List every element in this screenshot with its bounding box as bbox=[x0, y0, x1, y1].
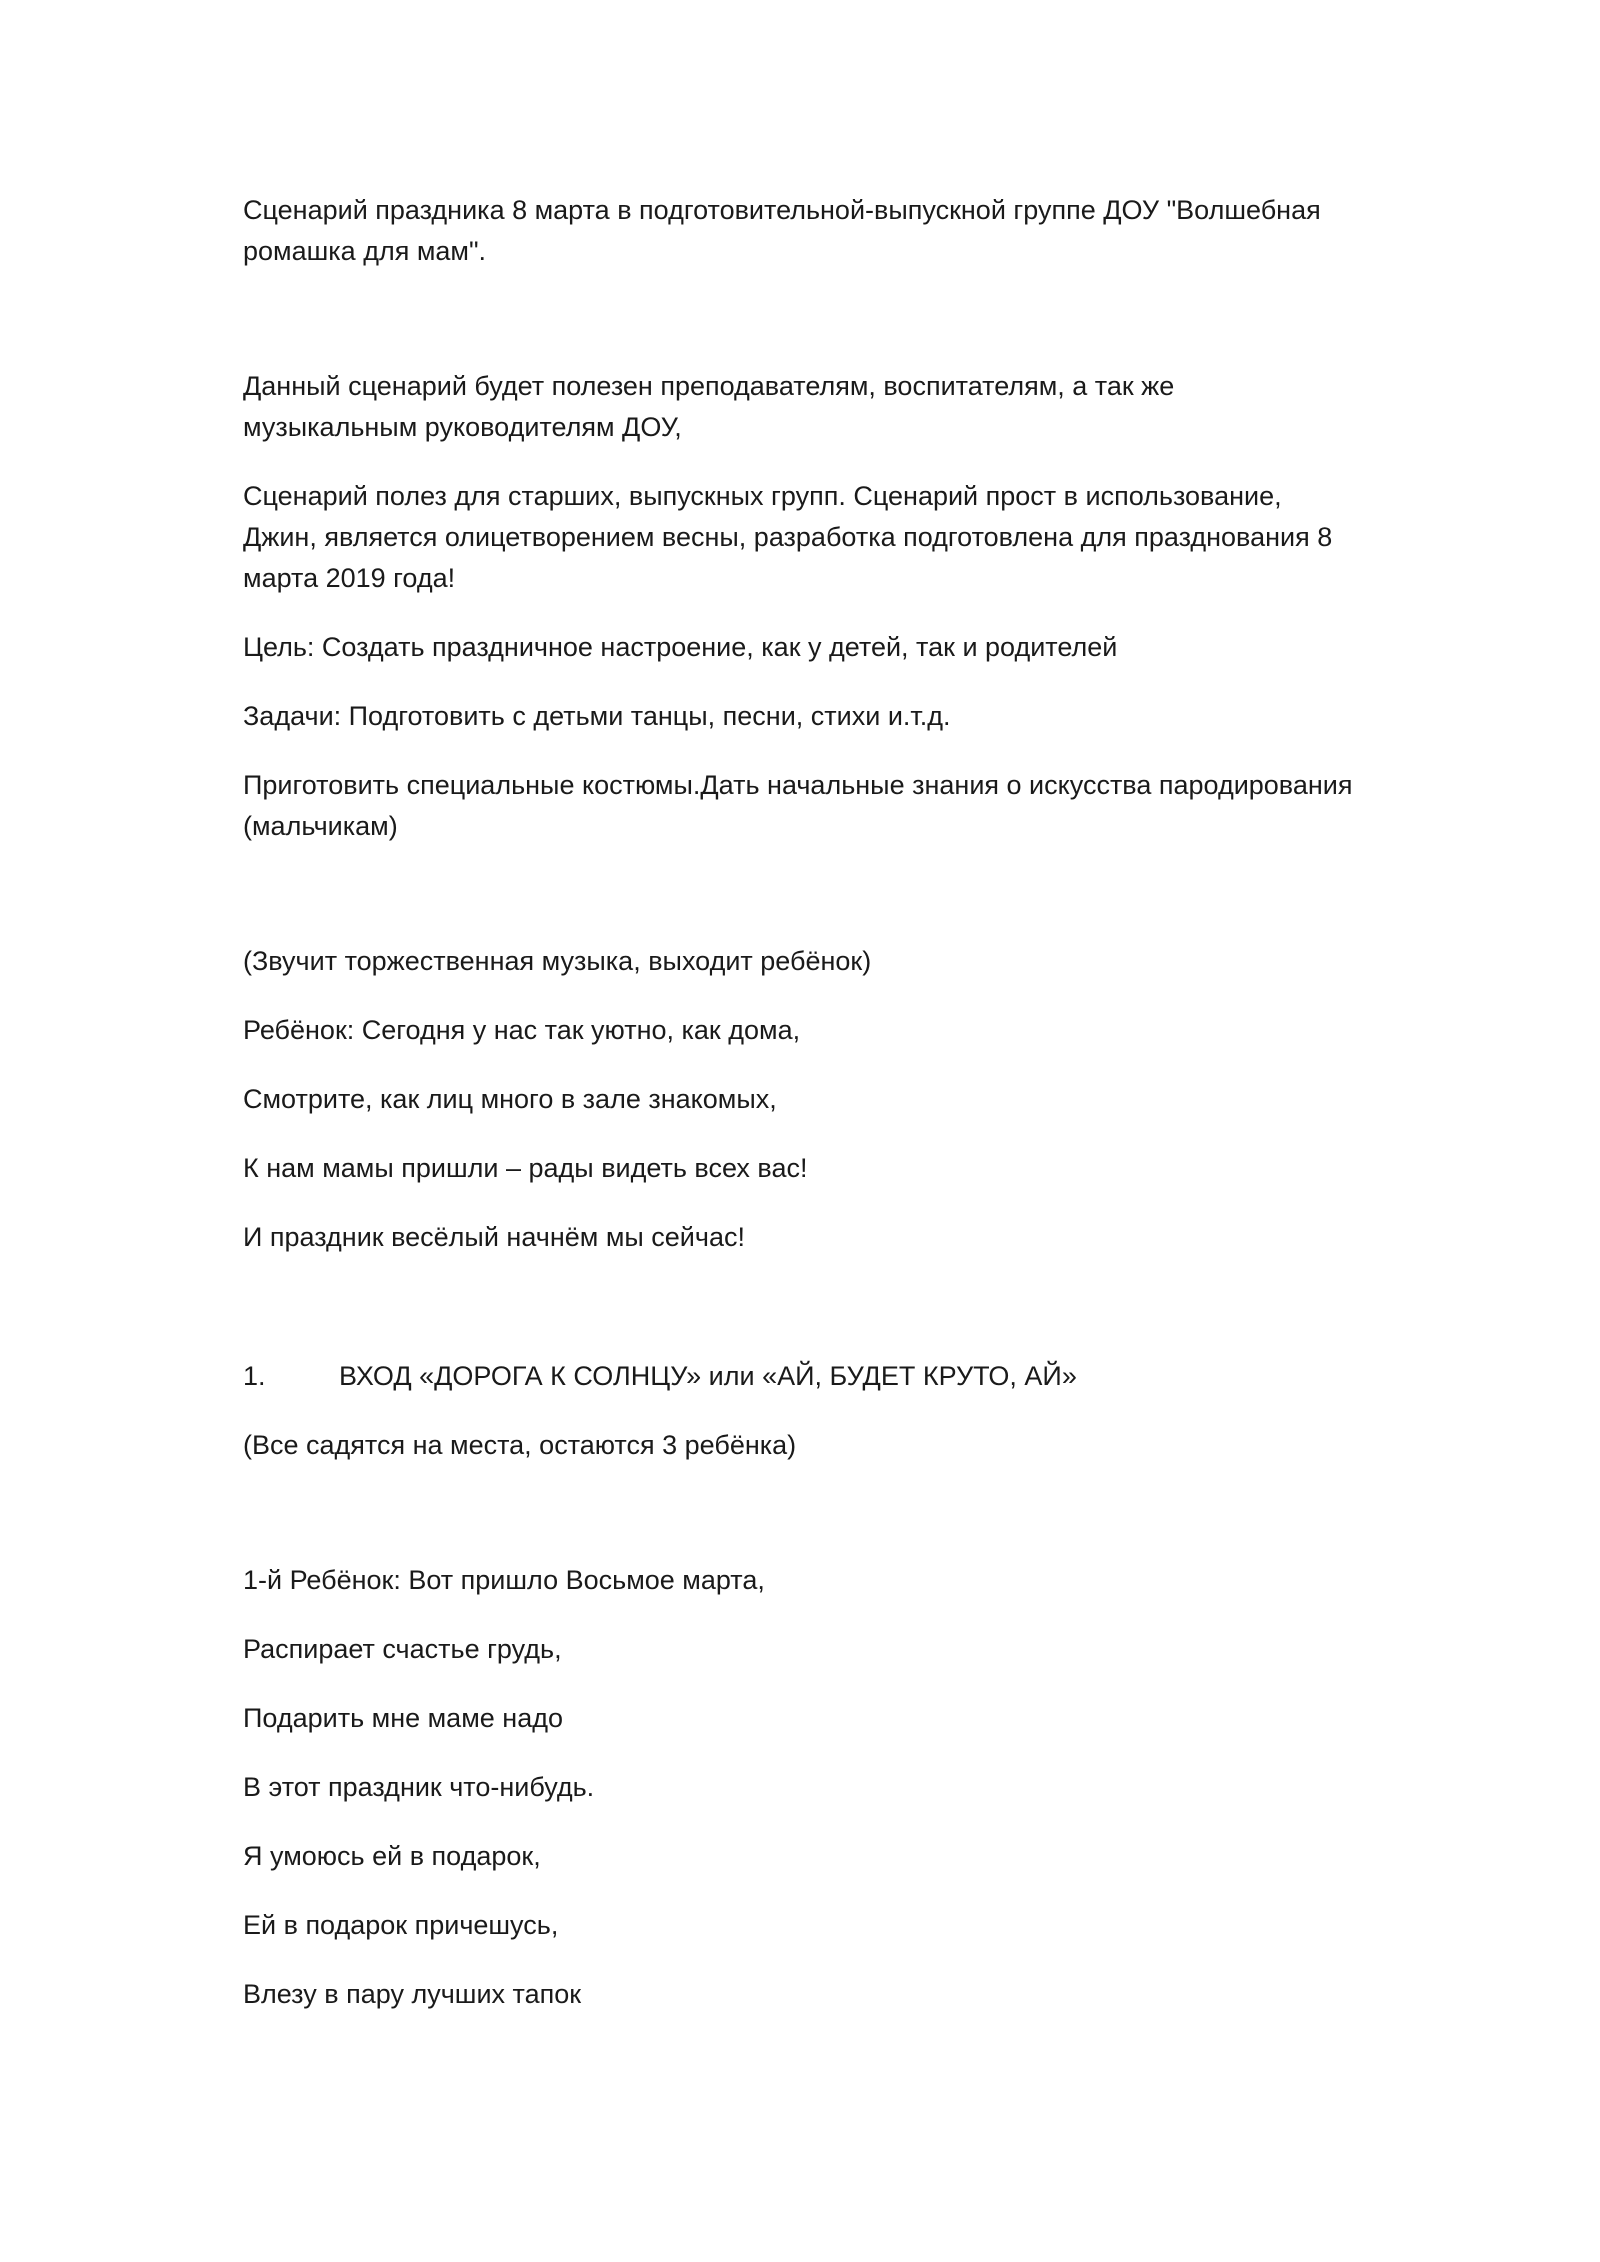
prep-line-2: (мальчикам) bbox=[243, 811, 398, 841]
verse-line: И праздник весёлый начнём мы сейчас! bbox=[243, 1222, 745, 1252]
item-text: ВХОД «ДОРОГА К СОЛНЦУ» или «АЙ, БУДЕТ КРУТО, АЙ» bbox=[339, 1361, 1077, 1391]
item-number: 1. bbox=[243, 1361, 266, 1391]
title-line-1: Сценарий праздника 8 марта в подготовительной-выпускной группе ДОУ "Волшебная bbox=[243, 195, 1321, 225]
title-line-2: ромашка для мам". bbox=[243, 236, 487, 266]
spacer bbox=[243, 875, 1373, 941]
document-body bbox=[243, 190, 1373, 2043]
spacer bbox=[243, 300, 1373, 366]
spacer bbox=[243, 1286, 1373, 1356]
intro-line-2: музыкальным руководителям ДОУ, bbox=[243, 412, 682, 442]
stage-direction: (Звучит торжественная музыка, выходит ребёнок) bbox=[243, 946, 872, 976]
verse-line: Подарить мне маме надо bbox=[243, 1703, 563, 1733]
preparation-paragraph bbox=[243, 765, 1373, 847]
usage-line-2: Джин, является олицетворением весны, разработка подготовлена для празднования 8 bbox=[243, 522, 1333, 552]
verse-line: К нам мамы пришли – рады видеть всех вас! bbox=[243, 1153, 808, 1183]
numbered-item bbox=[243, 1356, 1373, 1397]
verse-line: Ей в подарок причешусь, bbox=[243, 1910, 559, 1940]
usage-paragraph bbox=[243, 476, 1373, 599]
tasks-paragraph: Задачи: Подготовить с детьми танцы, песни, стихи и.т.д. bbox=[243, 701, 951, 731]
document-title bbox=[243, 190, 1373, 272]
spacer bbox=[243, 1494, 1373, 1560]
prep-line-1: Приготовить специальные костюмы.Дать начальные знания о искусства пародирования bbox=[243, 770, 1353, 800]
usage-line-1: Сценарий полез для старших, выпускных групп. Сценарий прост в использование, bbox=[243, 481, 1282, 511]
verse-line: Ребёнок: Сегодня у нас так уютно, как дома, bbox=[243, 1015, 801, 1045]
verse-line: Влезу в пару лучших тапок bbox=[243, 1979, 582, 2009]
verse-line: Распирает счастье грудь, bbox=[243, 1634, 562, 1664]
goal-paragraph: Цель: Создать праздничное настроение, как у детей, так и родителей bbox=[243, 632, 1118, 662]
intro-paragraph bbox=[243, 366, 1373, 448]
stage-direction: (Все садятся на места, остаются 3 ребёнка) bbox=[243, 1430, 797, 1460]
verse-line: В этот праздник что-нибудь. bbox=[243, 1772, 595, 1802]
verse-line: Я умоюсь ей в подарок, bbox=[243, 1841, 541, 1871]
verse-line: Смотрите, как лиц много в зале знакомых, bbox=[243, 1084, 777, 1114]
usage-line-3: марта 2019 года! bbox=[243, 563, 456, 593]
intro-line-1: Данный сценарий будет полезен преподавателям, воспитателям, а так же bbox=[243, 371, 1175, 401]
verse-line: 1-й Ребёнок: Вот пришло Восьмое марта, bbox=[243, 1565, 765, 1595]
